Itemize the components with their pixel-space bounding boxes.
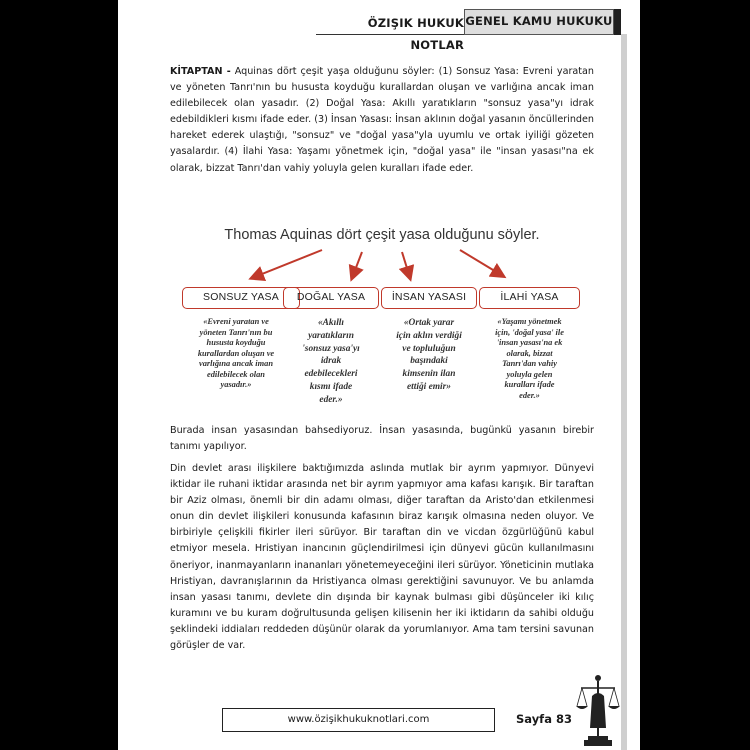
header-right-title: GENEL KAMU HUKUKU: [464, 9, 614, 35]
quote-insan-yasasi: «Ortak yarar için aklın verdiği ve topluluğun başındaki kimsenin ilan ettiği emir»: [396, 318, 462, 392]
arrow-ilahi-yasa: [460, 250, 503, 276]
intro-keyword: KİTAPTAN -: [170, 66, 231, 77]
quote-dogal-yasa: «Akıllı yaratıkların 'sonsuz yasa'yı idrak edebilecekleri kısmı ifade eder.»: [302, 318, 360, 405]
aquinas-law-figure: [170, 220, 594, 415]
paragraph-1: Burada insan yasasından bahsediyoruz. İnsan yasasında, bugünkü yasanın birebir tanımı yapılıyor.: [170, 425, 594, 453]
box-insan-yasasi: İNSAN YASASI: [381, 287, 477, 309]
paragraph-2: Din devlet arası ilişkilere baktığımızda aslında mutlak bir ayrım yapmıyor. Dünyevi iktidar ile ruhani iktidar arasında net bir ayrım yapmıyor ama kafası karışık. Bir taraftan bir Aziz olması, önemli bir din adamı olması, diğer taraftan da Aristo'dan etkilenmesi onun din devlet ilişkileri konusunda kafasının biraz karışık olmasına neden oluyor. Ve birbiriyle çelişkili fikirler ileri sürüyor. Bir taraftan din ve vicdan özgürlüğünü kabul etmiyor mesela. Hristiyan inancının güçlendirilmesi için dünyevi gücün kullanılmasını öneriyor, inanmayanların inananları yönetemeyeceğini ileri sürüyor. Yöneticinin mutlaka Hristiyan, davranışlarının da Hristiyanca olması gerektiğini savunuyor. Ve bu anlamda insan yasası tanımı, devlete din dışında bir kaynak bulması gibi düşünceler iki kılıç kuramını ve bu kuram doğrultusunda gelişen kilisenin her iki iktidarın da sahibi olduğu şeklindeki iddiaları reddeden düşünür olarak da yorumlanıyor. Ama tam tersini savunan görüşler de var.: [170, 463, 594, 652]
page-number: Sayfa 83: [516, 712, 572, 726]
quote-ilahi-yasa: «Yaşamı yönetmek için, 'doğal yasa' ile 'insan yasası'na ek olarak, bizzat Tanrı'dan vahiy yoluyla gelen kuralları ifade eder.»: [495, 317, 564, 400]
box-sonsuz-yasa: SONSUZ YASA: [182, 287, 300, 309]
header-accent-bar: [614, 9, 621, 35]
intro-text: Aquinas dört çeşit yaşa olduğunu söyler: (1) Sonsuz Yasa: Evreni yaratan ve yöneten Tanrı'nın bu hususta koyduğu kurallardan oluşan ve varlığına ancak iman edilebilecek olan yasadır. (2) Doğal Yasa: Akıllı yaratıkların "sonsuz yasa"yı idrak edebildikleri kısmı ifade eder. (3) İnsan Yasası: İnsan aklının doğal yasanın öncüllerinden hareket ederek ulaştığı, "sonsuz" ve "doğal yasa"yla uyumlu ve ortak iyiliği gözeten yasalardır. (4) İlahi Yasa: Yaşamı yönetmek için, "doğal yasa" ile "insan yasası"na ek olarak, bizzat Tanrı'dan vahiy yoluyla gelen kuralları ifade eder.: [170, 66, 594, 174]
arrow-dogal-yasa: [352, 252, 362, 278]
box-ilahi-yasa: İLAHİ YASA: [479, 287, 580, 309]
arrow-sonsuz-yasa: [252, 250, 322, 278]
arrow-insan-yasasi: [402, 252, 410, 278]
figure-title: Thomas Aquinas dört çeşit yasa olduğunu söyler.: [224, 227, 540, 243]
page-edge-strip: [621, 34, 627, 750]
intro-paragraph: [170, 64, 594, 177]
box-dogal-yasa: DOĞAL YASA: [283, 287, 379, 309]
figure-arrows: [170, 220, 594, 290]
document-page: [118, 0, 640, 750]
footer-website-link[interactable]: www.özişikhukuknotlari.com: [222, 708, 495, 732]
scales-of-justice-icon: [576, 672, 620, 750]
quote-sonsuz-yasa: «Evreni yaratan ve yöneten Tanrı'nın bu hususta koyduğu kurallardan oluşan ve varlığına ancak iman edilebilecek olan yasadır.»: [197, 317, 275, 389]
header-left-title: ÖZIŞIK HUKUK NOTLAR: [316, 12, 464, 35]
